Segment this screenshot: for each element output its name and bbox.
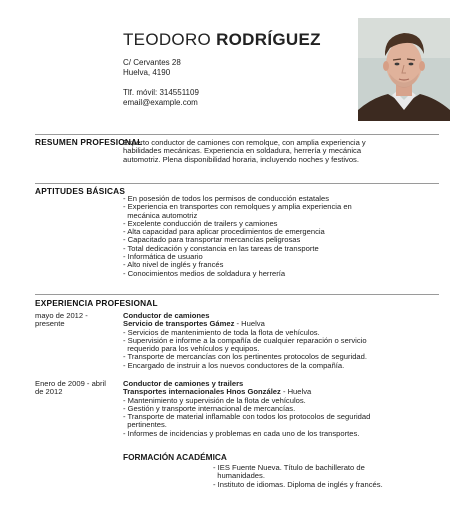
address-line-1: C/ Cervantes 28 [123, 58, 181, 67]
list-item: mecánica automotriz [123, 210, 198, 220]
address-line-2: Huelva, 4190 [123, 68, 171, 77]
job-task: requerido para los vehículos y equipos. [123, 344, 260, 354]
job-role: Conductor de camiones y trailers [123, 379, 244, 388]
first-name: TEODORO [123, 30, 212, 49]
profile-photo [358, 18, 450, 121]
job-date-line: mayo de 2012 - [35, 311, 88, 320]
email: email@example.com [123, 98, 198, 107]
job-entry [123, 312, 443, 370]
divider [35, 134, 439, 135]
section-title-formacion: FORMACIÓN ACADÉMICA [123, 452, 227, 462]
list-item: - Alta capacidad para aplicar procedimientos de emergencia [123, 227, 325, 237]
job-company: Transportes internacionales Hnos González [123, 387, 281, 397]
summary-line: habilidades mecánicas. Experiencia en soldadura, herrería y mecánica [123, 146, 362, 156]
candidate-name [123, 30, 321, 50]
skills-list [123, 195, 443, 278]
job-task: - Mantenimiento y supervisión de la flota de vehículos. [123, 395, 306, 405]
job-location: - Huelva [280, 387, 312, 397]
job-task: - Gestión y transporte internacional de mercancías. [123, 403, 296, 413]
job-task: - Supervisión e informe a la compañía de cualquier reparación o servicio [123, 335, 367, 345]
job-company: Servicio de transportes Gámez [123, 319, 235, 329]
job-task: pertinentes. [123, 420, 167, 430]
summary-line: Experto conductor de camiones con remolque, con amplia experiencia y [123, 138, 366, 147]
list-item: - Alto nivel de inglés y francés [123, 260, 224, 270]
summary-text [123, 139, 443, 164]
divider [35, 294, 439, 295]
last-name: RODRÍGUEZ [216, 30, 321, 49]
job-date [35, 380, 120, 397]
summary-line: automotriz. Plena disponibilidad horaria, incluyendo noches y festivos. [123, 154, 359, 164]
job-task: - Servicios de mantenimiento de toda la flota de vehículos. [123, 327, 320, 337]
list-item: - Excelente conducción de trailers y camiones [123, 218, 278, 228]
education-list [213, 464, 453, 489]
section-title-resumen: RESUMEN PROFESIONAL [35, 137, 143, 147]
list-item: - Capacitado para transportar mercancías peligrosas [123, 235, 301, 245]
section-title-aptitudes: APTITUDES BÁSICAS [35, 186, 126, 196]
divider [35, 183, 439, 184]
job-date [35, 312, 120, 329]
job-task: - Transporte de material inflamable con todos los protocolos de seguridad [123, 412, 371, 422]
job-date-line: presente [35, 319, 65, 329]
job-date-line: Enero de 2009 - abril [35, 379, 106, 388]
list-item: - Conocimientos medios de soldadura y herrería [123, 268, 286, 278]
education-item: - Instituto de idiomas. Diploma de inglés y francés. [213, 479, 383, 489]
job-entry [123, 380, 443, 438]
section-title-experiencia: EXPERIENCIA PROFESIONAL [35, 298, 158, 308]
job-date-line: de 2012 [35, 387, 63, 397]
list-item: - Experiencia en transportes con remolques y amplia experiencia en [123, 202, 352, 212]
phone: Tlf. móvil: 314551109 [123, 88, 199, 97]
list-item: - Total dedicación y constancia en las tareas de transporte [123, 243, 319, 253]
job-task: - Informes de incidencias y problemas en cada uno de los transportes. [123, 428, 360, 438]
list-item: - Informática de usuario [123, 252, 203, 262]
job-task: - Encargado de instruir a los nuevos conductores de la compañía. [123, 360, 345, 370]
list-item: - En posesión de todos los permisos de conducción estatales [123, 194, 329, 203]
job-role: Conductor de camiones [123, 311, 210, 320]
job-task: - Transporte de mercancías con los pertinentes protocolos de seguridad. [123, 352, 367, 362]
education-item: humanidades. [213, 471, 265, 481]
education-item: - IES Fuente Nueva. Título de bachillerato de [213, 463, 365, 472]
job-location: - Huelva [234, 319, 265, 329]
